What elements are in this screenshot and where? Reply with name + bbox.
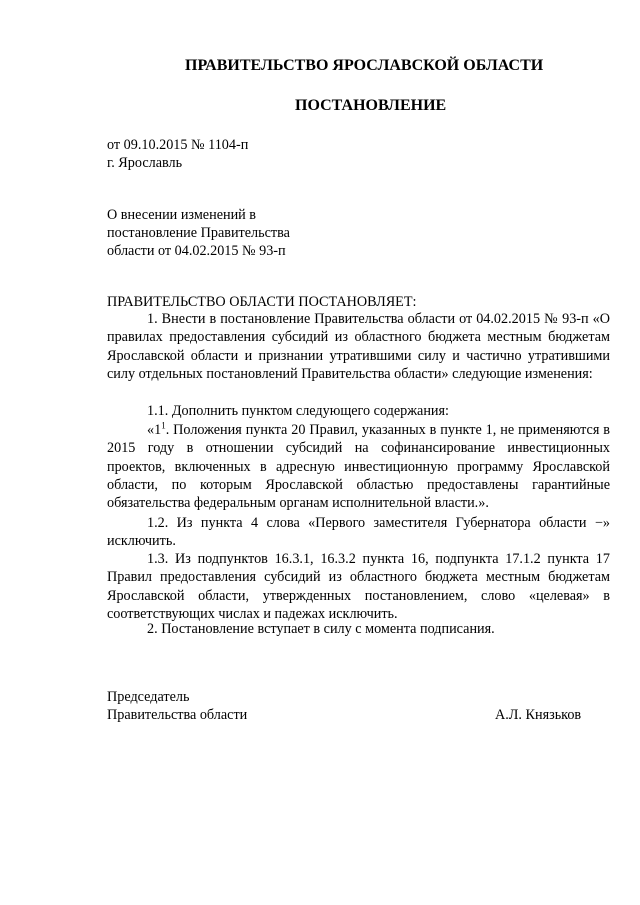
subject-line-3: области от 04.02.2015 № 93-п — [107, 243, 286, 259]
signature-title-line-1: Председатель — [107, 689, 190, 705]
paragraph-2: 2. Постановление вступает в силу с момента подписания. — [147, 621, 495, 637]
paragraph-1-3: 1.3. Из подпунктов 16.3.1, 16.3.2 пункта 16, подпункта 17.1.2 пункта 17 Правил предоставления субсидий из областного бюджета местным бюджетам Ярославской области, утвержденных постановлением, слово «целевая» в соответствующих числах и падежах исключить. — [107, 551, 610, 622]
signature-title-line-2: Правительства области — [107, 707, 248, 723]
paragraph-1: 1. Внести в постановление Правительства области от 04.02.2015 № 93-п «О правилах предоставления субсидий из областного бюджета местным бюджетам Ярославской области и признании утратившими силу и частично утратившими силу отдельных постановлений Правительства области» следующие изменения: — [107, 311, 610, 382]
quote-superscript: 1 — [161, 420, 166, 431]
document-type-heading: ПОСТАНОВЛЕНИЕ — [295, 97, 447, 114]
signatory-name: А.Л. Князьков — [495, 707, 582, 723]
resolution-intro: ПРАВИТЕЛЬСТВО ОБЛАСТИ ПОСТАНОВЛЯЕТ: — [107, 294, 417, 310]
paragraph-1-1-quote — [107, 421, 610, 512]
city: г. Ярославль — [107, 155, 183, 171]
subject-line-2: постановление Правительства — [107, 225, 290, 241]
paragraph-1-2: 1.2. Из пункта 4 слова «Первого заместителя Губернатора области −» исключить. — [107, 515, 610, 550]
quote-text: . Положения пункта 20 Правил, указанных в пункте 1, не применяются в 2015 году в отношении субсидий на софинансирование инвестиционных проектов, включенных в адресную инвестиционную программу Ярославской области, по которым Ярославской областью предоставлены гарантийные обязательства федеральным органам исполнительной власти.». — [107, 422, 610, 512]
paragraph-1-1: 1.1. Дополнить пунктом следующего содержания: — [147, 403, 449, 419]
subject-line-1: О внесении изменений в — [107, 207, 257, 223]
government-heading: ПРАВИТЕЛЬСТВО ЯРОСЛАВСКОЙ ОБЛАСТИ — [185, 57, 544, 74]
date-number: от 09.10.2015 № 1104-п — [107, 137, 249, 153]
quote-open: «1 — [147, 422, 162, 438]
